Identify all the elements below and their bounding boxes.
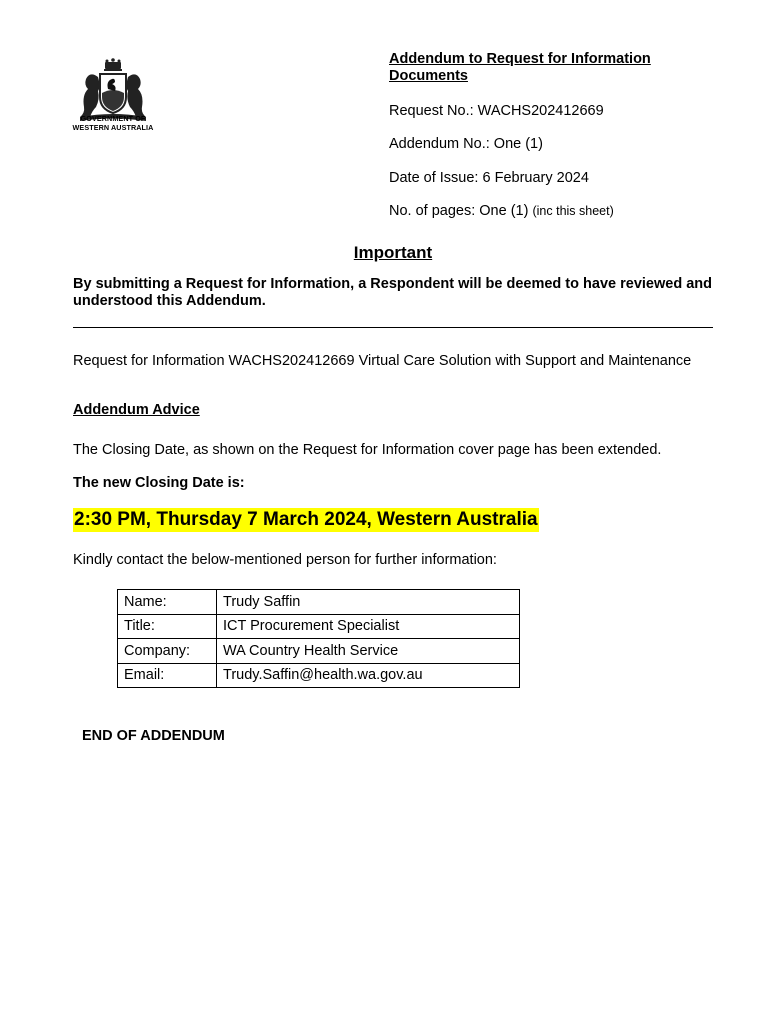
number-of-pages: [389, 203, 614, 220]
request-number-value: WACHS202412669: [477, 103, 604, 119]
contact-instruction: Kindly contact the below-mentioned person for further information:: [73, 552, 497, 568]
logo-text-line1: GOVERNMENT OF: [80, 114, 146, 123]
addendum-number: [389, 136, 543, 153]
contact-title-value: ICT Procurement Specialist: [217, 614, 520, 639]
request-number: [389, 103, 604, 120]
table-row: [118, 639, 520, 664]
addendum-title: Addendum to Request for Information Documents: [389, 51, 651, 84]
closing-date-text: The Closing Date, as shown on the Request for Information cover page has been extended.: [73, 442, 662, 458]
addendum-number-value: One (1): [493, 136, 543, 152]
logo-text-line2: WESTERN AUSTRALIA: [72, 123, 154, 132]
date-of-issue: [389, 170, 589, 187]
date-of-issue-label: Date of Issue:: [389, 170, 479, 186]
pages-note: (inc this sheet): [532, 204, 614, 218]
pages-value: One (1): [479, 203, 529, 219]
table-row: [118, 663, 520, 688]
important-heading: Important: [353, 243, 433, 262]
contact-name-label: Name:: [118, 590, 217, 615]
contact-title-label: Title:: [118, 614, 217, 639]
contact-company-label: Company:: [118, 639, 217, 664]
addendum-advice-heading: Addendum Advice: [73, 402, 200, 418]
new-closing-date-label: The new Closing Date is:: [73, 475, 245, 491]
pages-label: No. of pages:: [389, 203, 476, 219]
divider: [73, 327, 713, 328]
addendum-number-label: Addendum No.:: [389, 136, 490, 152]
table-row: [118, 614, 520, 639]
date-of-issue-value: 6 February 2024: [482, 170, 589, 186]
contact-email-label: Email:: [118, 663, 217, 688]
contact-name-value: Trudy Saffin: [217, 590, 520, 615]
new-closing-date: 2:30 PM, Thursday 7 March 2024, Western Australia: [74, 509, 538, 530]
rfi-description: Request for Information WACHS202412669 Virtual Care Solution with Support and Maintenance: [73, 353, 692, 369]
request-number-label: Request No.:: [389, 103, 474, 119]
contact-company-value: WA Country Health Service: [217, 639, 520, 664]
end-of-addendum: END OF ADDENDUM: [82, 728, 225, 744]
table-row: [118, 590, 520, 615]
contact-email-value: Trudy.Saffin@health.wa.gov.au: [217, 663, 520, 688]
contact-table: [117, 589, 520, 688]
important-notice: By submitting a Request for Information, a Respondent will be deemed to have reviewed and understood this Addendum.: [73, 276, 712, 309]
